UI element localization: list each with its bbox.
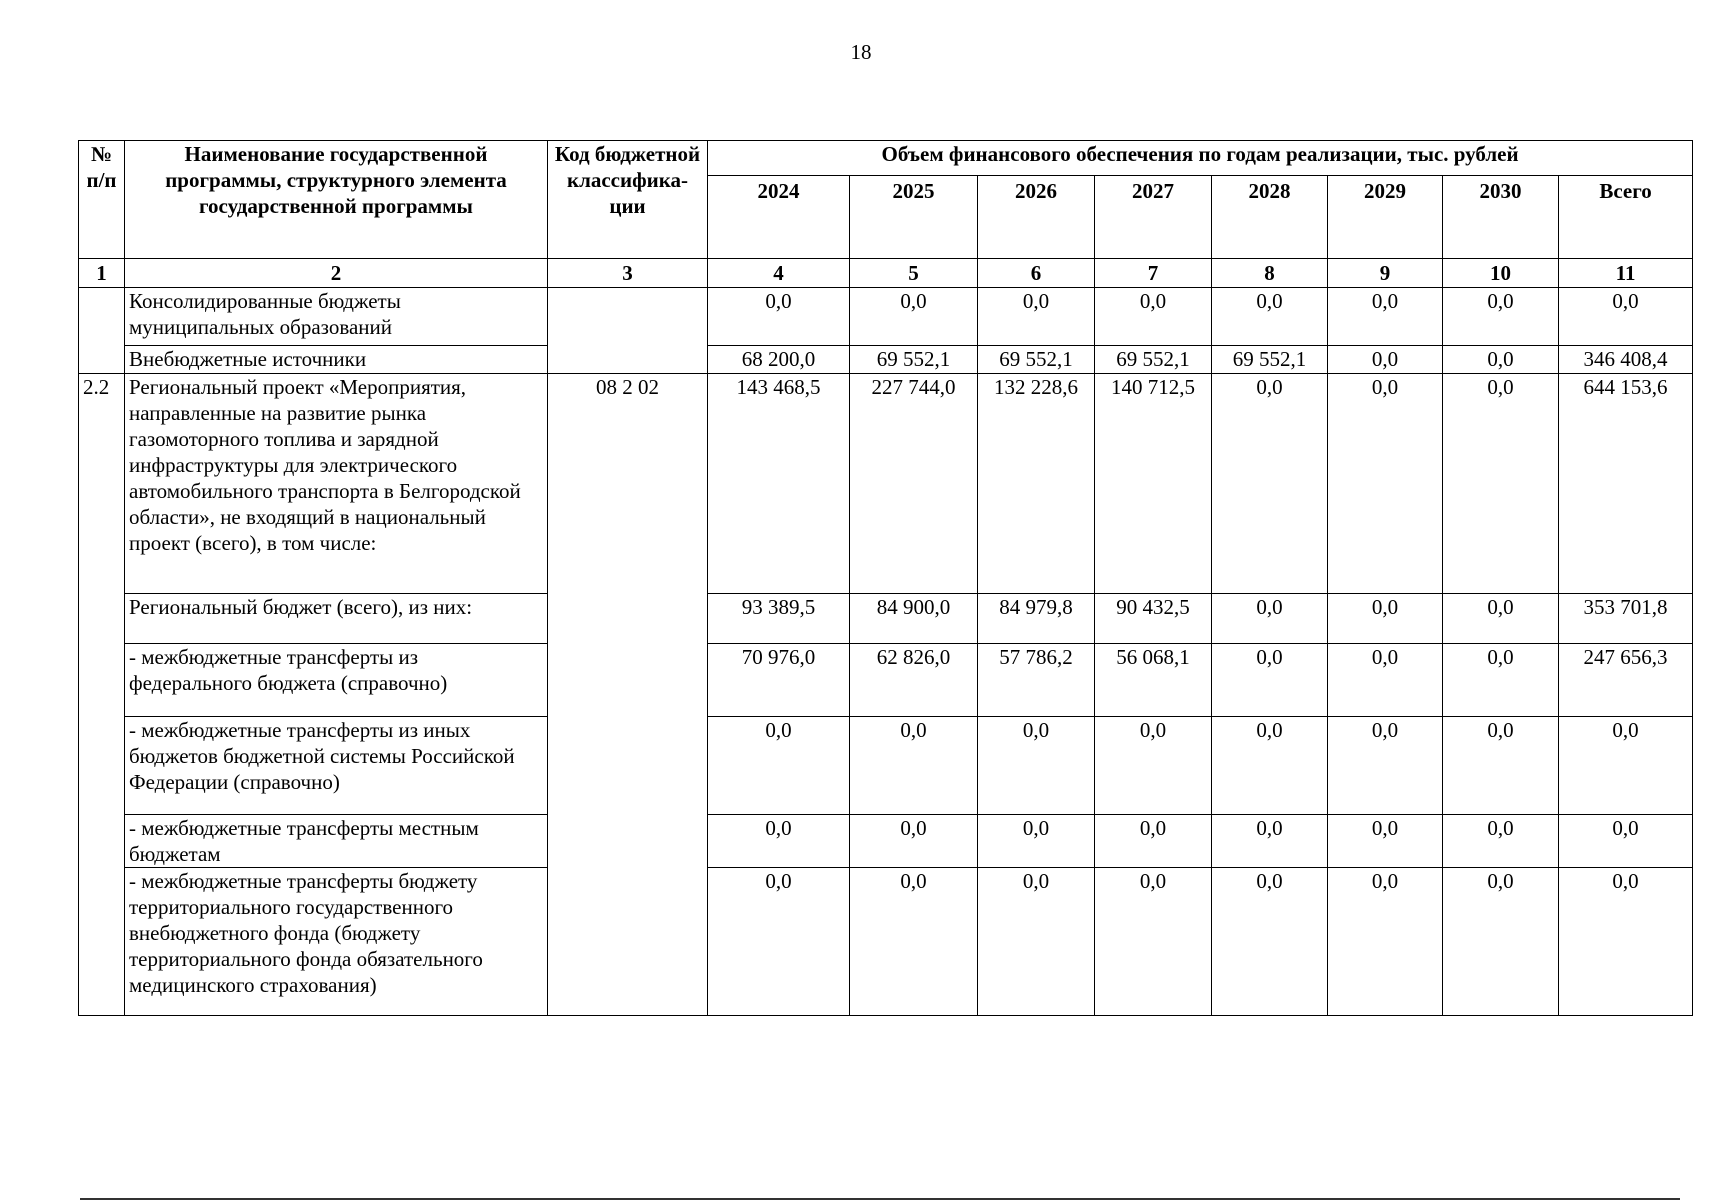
- header-year: 2026: [978, 176, 1095, 259]
- value-cell: 0,0: [1559, 288, 1693, 346]
- table-header: [79, 141, 1693, 288]
- value-cell: 0,0: [1328, 288, 1443, 346]
- value-cell: 0,0: [1212, 717, 1328, 815]
- value-cell: 0,0: [1443, 868, 1559, 1016]
- value-cell: 0,0: [1559, 717, 1693, 815]
- value-cell: 0,0: [1095, 815, 1212, 868]
- header-num: № п/п: [79, 141, 125, 259]
- value-cell: 132 228,6: [978, 374, 1095, 594]
- column-index: 4: [708, 259, 850, 288]
- header-name: Наименование государственной программы, структурного элемента государственной программы: [125, 141, 548, 259]
- value-cell: 0,0: [708, 815, 850, 868]
- row-name: - межбюджетные трансферты из федерального бюджета (справочно): [125, 644, 548, 717]
- value-cell: 56 068,1: [1095, 644, 1212, 717]
- row-name: - межбюджетные трансферты из иных бюджетов бюджетной системы Российской Федерации (справочно): [125, 717, 548, 815]
- value-cell: 0,0: [850, 288, 978, 346]
- value-cell: 0,0: [1328, 644, 1443, 717]
- value-cell: 0,0: [978, 815, 1095, 868]
- value-cell: 0,0: [1212, 288, 1328, 346]
- value-cell: 143 468,5: [708, 374, 850, 594]
- value-cell: 57 786,2: [978, 644, 1095, 717]
- row-name: - межбюджетные трансферты местным бюджетам: [125, 815, 548, 868]
- table-row: [79, 815, 1693, 868]
- value-cell: 0,0: [1443, 594, 1559, 644]
- value-cell: 69 552,1: [850, 346, 978, 374]
- value-cell: 0,0: [1328, 868, 1443, 1016]
- row-name: Региональный бюджет (всего), из них:: [125, 594, 548, 644]
- table-row: [79, 594, 1693, 644]
- header-year: 2028: [1212, 176, 1328, 259]
- value-cell: 0,0: [1443, 717, 1559, 815]
- value-cell: 0,0: [1212, 815, 1328, 868]
- value-cell: 84 979,8: [978, 594, 1095, 644]
- column-index: 10: [1443, 259, 1559, 288]
- value-cell: 0,0: [708, 288, 850, 346]
- value-cell: 0,0: [1443, 644, 1559, 717]
- row-name: Внебюджетные источники: [125, 346, 548, 374]
- value-cell: 0,0: [850, 815, 978, 868]
- table-row: [79, 717, 1693, 815]
- table-row: [79, 288, 1693, 346]
- value-cell: 0,0: [978, 717, 1095, 815]
- value-cell: 0,0: [1443, 346, 1559, 374]
- value-cell: 70 976,0: [708, 644, 850, 717]
- budget-code: [548, 288, 708, 374]
- row-name: Региональный проект «Мероприятия, направленные на развитие рынка газомоторного топлива и зарядной инфраструктуры для электрического автомобильного транспорта в Белгородской области», не входящий в национальный проект (всего), в том числе:: [125, 374, 548, 594]
- column-index: 8: [1212, 259, 1328, 288]
- value-cell: 0,0: [1443, 374, 1559, 594]
- column-index: 9: [1328, 259, 1443, 288]
- value-cell: 0,0: [1328, 717, 1443, 815]
- value-cell: 0,0: [1328, 815, 1443, 868]
- value-cell: 0,0: [1559, 815, 1693, 868]
- table-body: [79, 288, 1693, 1016]
- header-year: 2025: [850, 176, 978, 259]
- header-year: 2030: [1443, 176, 1559, 259]
- column-index: 2: [125, 259, 548, 288]
- column-index: 7: [1095, 259, 1212, 288]
- value-cell: 0,0: [1212, 594, 1328, 644]
- row-number: 2.2: [79, 374, 125, 1016]
- value-cell: 353 701,8: [1559, 594, 1693, 644]
- value-cell: 0,0: [1443, 288, 1559, 346]
- value-cell: 0,0: [1212, 868, 1328, 1016]
- table-row: [79, 346, 1693, 374]
- value-cell: 0,0: [1328, 594, 1443, 644]
- value-cell: 0,0: [850, 717, 978, 815]
- value-cell: 0,0: [1328, 374, 1443, 594]
- column-index: 3: [548, 259, 708, 288]
- header-year: Всего: [1559, 176, 1693, 259]
- value-cell: 69 552,1: [1095, 346, 1212, 374]
- header-year: 2027: [1095, 176, 1212, 259]
- value-cell: 346 408,4: [1559, 346, 1693, 374]
- value-cell: 0,0: [1328, 346, 1443, 374]
- row-name: Консолидированные бюджеты муниципальных образований: [125, 288, 548, 346]
- table-row: [79, 374, 1693, 594]
- budget-table: [78, 140, 1693, 1016]
- value-cell: 0,0: [1443, 815, 1559, 868]
- value-cell: 0,0: [1095, 288, 1212, 346]
- value-cell: 0,0: [1095, 868, 1212, 1016]
- column-index: 11: [1559, 259, 1693, 288]
- column-index: 5: [850, 259, 978, 288]
- value-cell: 93 389,5: [708, 594, 850, 644]
- header-code: Код бюджетной классифика-ции: [548, 141, 708, 259]
- value-cell: 0,0: [708, 868, 850, 1016]
- value-cell: 0,0: [850, 868, 978, 1016]
- row-name: - межбюджетные трансферты бюджету территориального государственного внебюджетного фонда (бюджету территориального фонда обязательного медицинского страхования): [125, 868, 548, 1016]
- value-cell: 0,0: [1212, 374, 1328, 594]
- value-cell: 0,0: [978, 868, 1095, 1016]
- header-year: 2029: [1328, 176, 1443, 259]
- value-cell: 140 712,5: [1095, 374, 1212, 594]
- value-cell: 0,0: [1212, 644, 1328, 717]
- value-cell: 0,0: [1095, 717, 1212, 815]
- table-row: [79, 644, 1693, 717]
- header-volume: Объем финансового обеспечения по годам реализации, тыс. рублей: [708, 141, 1693, 176]
- value-cell: 69 552,1: [1212, 346, 1328, 374]
- row-number: [79, 288, 125, 374]
- column-index: 6: [978, 259, 1095, 288]
- column-index: 1: [79, 259, 125, 288]
- value-cell: 84 900,0: [850, 594, 978, 644]
- value-cell: 0,0: [978, 288, 1095, 346]
- table-row: [79, 868, 1693, 1016]
- header-year: 2024: [708, 176, 850, 259]
- page-number: 18: [850, 40, 872, 64]
- budget-code: 08 2 02: [548, 374, 708, 1016]
- value-cell: 247 656,3: [1559, 644, 1693, 717]
- value-cell: 0,0: [708, 717, 850, 815]
- value-cell: 0,0: [1559, 868, 1693, 1016]
- value-cell: 62 826,0: [850, 644, 978, 717]
- value-cell: 644 153,6: [1559, 374, 1693, 594]
- value-cell: 69 552,1: [978, 346, 1095, 374]
- value-cell: 68 200,0: [708, 346, 850, 374]
- value-cell: 227 744,0: [850, 374, 978, 594]
- value-cell: 90 432,5: [1095, 594, 1212, 644]
